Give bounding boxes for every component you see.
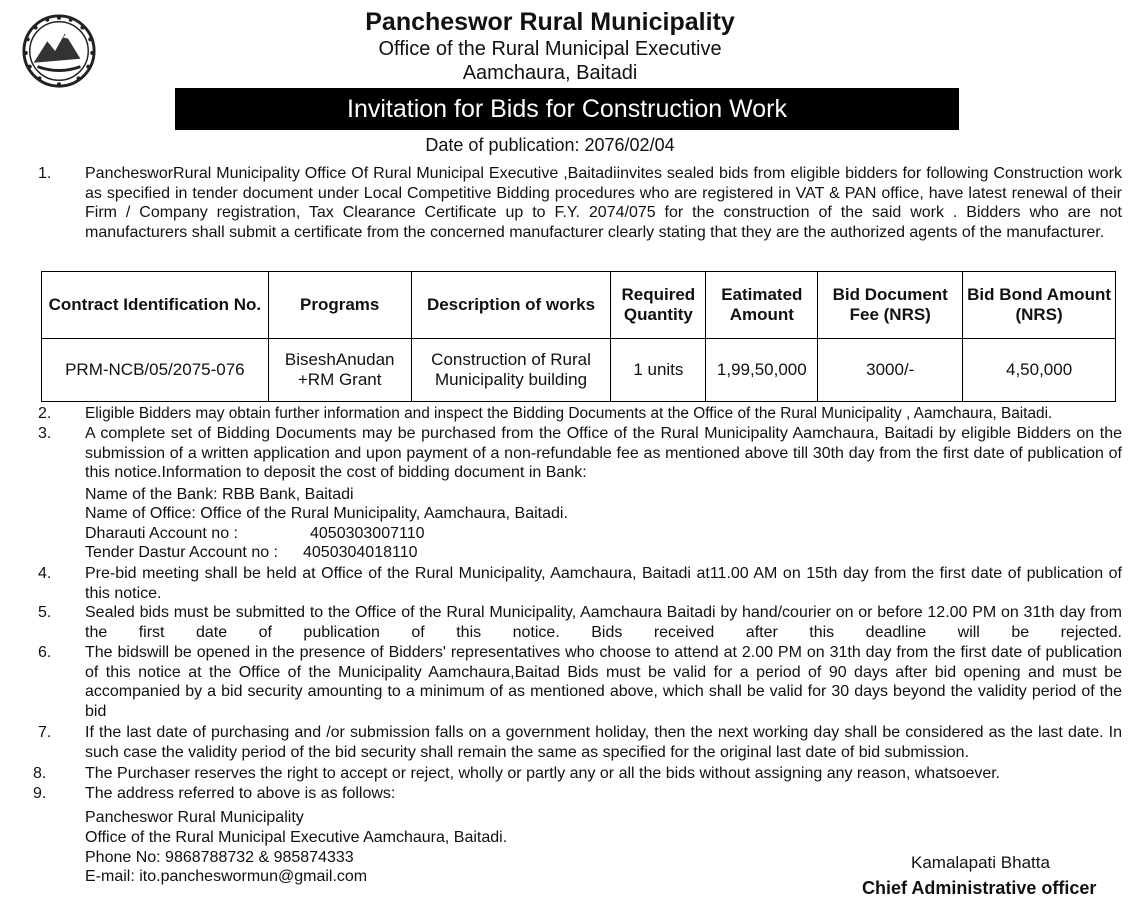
col-header-description: Description of works bbox=[411, 272, 611, 339]
signatory-title: Chief Administrative officer bbox=[862, 878, 1097, 898]
item-text: Sealed bids must be submitted to the Office of the Rural Municipality, Aamchaura Baitadi by hand/courier on or before 12.00 PM on 31th day from the first date of publication of this notice. Bids received after this deadline will be rejected. bbox=[85, 604, 1122, 641]
col-header-quantity: Required Quantity bbox=[611, 272, 706, 339]
cell-bid-bond: 4,50,000 bbox=[963, 339, 1116, 402]
col-header-contract-id: Contract Identification No. bbox=[42, 272, 269, 339]
item-text: A complete set of Bidding Documents may be purchased from the Office of the Rural Municipality Aamchaura, Baitadi by eligible Bidders on the submission of a written application and upon payment of a non-refundable fee as mentioned above till 30th day from the first date of publication of this notice.Information to deposit the cost of bidding document in Bank: bbox=[85, 425, 1122, 481]
municipality-title: Pancheswor Rural Municipality bbox=[365, 8, 735, 36]
item-text: PanchesworRural Municipality Office Of Rural Municipal Executive ,Baitadiinvites sealed bids from eligible bidders for following Construction work as specified in tender document under Local Competitive Bidding procedures who are registered in VAT & PAN office, have latest renewal of their Firm / Company registration, Tax Clearance Certificate up to F.Y. 2074/075 for the construction of the said work . Bidders who are not manufacturers shall submit a certificate from the concerned manufacturer clearly stating that they are the authorized agents of the manufacturer. bbox=[85, 165, 1122, 241]
item-number: 5. bbox=[38, 604, 52, 621]
cell-contract-id: PRM-NCB/05/2075-076 bbox=[42, 339, 269, 402]
signatory-name: Kamalapati Bhatta bbox=[911, 853, 1050, 872]
address-phone: Phone No: 9868788732 & 985874333 bbox=[85, 849, 354, 866]
item-text: Eligible Bidders may obtain further information and inspect the Bidding Documents at the Office of the Rural Municipality , Aamchaura, Baitadi. bbox=[85, 405, 1053, 422]
item-number: 7. bbox=[38, 724, 52, 741]
cell-description: Construction of Rural Municipality building bbox=[411, 339, 611, 402]
item-text: Pre-bid meeting shall be held at Office of the Rural Municipality, Aamchaura, Baitadi at11.00 AM on 15th day from the first date of publication of this notice. bbox=[85, 565, 1122, 602]
dharauti-account-label: Dharauti Account no : bbox=[85, 525, 238, 542]
cell-estimated-amount: 1,99,50,000 bbox=[706, 339, 818, 402]
cell-bid-doc-fee: 3000/- bbox=[818, 339, 963, 402]
item-text: If the last date of purchasing and /or submission falls on a government holiday, then the next working day shall be considered as the last date. In such case the validity period of the bid security shall remain the same as specified for the original last date of bid submission. bbox=[85, 724, 1122, 761]
address-line-2: Office of the Rural Municipal Executive Aamchaura, Baitadi. bbox=[85, 829, 508, 846]
col-header-estimated-amount: Eatimated Amount bbox=[706, 272, 818, 339]
col-header-programs: Programs bbox=[268, 272, 411, 339]
bank-name: Name of the Bank: RBB Bank, Baitadi bbox=[85, 486, 354, 503]
office-name: Name of Office: Office of the Rural Municipality, Aamchaura, Baitadi. bbox=[85, 505, 568, 522]
cell-quantity: 1 units bbox=[611, 339, 706, 402]
tender-account-value: 4050304018110 bbox=[303, 544, 418, 561]
item-text: The address referred to above is as follows: bbox=[85, 785, 396, 802]
item-number: 6. bbox=[38, 644, 52, 661]
item-number: 1. bbox=[38, 165, 52, 182]
dharauti-account-value: 4050303007110 bbox=[310, 525, 425, 542]
item-number: 3. bbox=[38, 425, 52, 442]
col-header-bid-doc-fee: Bid Document Fee (NRS) bbox=[818, 272, 963, 339]
location-subtitle: Aamchaura, Baitadi bbox=[462, 62, 638, 84]
item-number: 9. bbox=[33, 785, 47, 802]
publication-date: Date of publication: 2076/02/04 bbox=[425, 135, 675, 155]
cell-programs: BiseshAnudan +RM Grant bbox=[268, 339, 411, 402]
tender-account-label: Tender Dastur Account no : bbox=[85, 544, 278, 561]
item-number: 8. bbox=[33, 765, 47, 782]
col-header-bid-bond: Bid Bond Amount (NRS) bbox=[963, 272, 1116, 339]
table-row bbox=[42, 339, 1116, 402]
table-header-row bbox=[42, 272, 1116, 339]
item-number: 4. bbox=[38, 565, 52, 582]
notice-banner: Invitation for Bids for Construction Work bbox=[175, 88, 959, 130]
item-number: 2. bbox=[38, 405, 52, 422]
address-email: E-mail: ito.pancheswormun@gmail.com bbox=[85, 868, 368, 885]
office-subtitle: Office of the Rural Municipal Executive bbox=[378, 38, 722, 60]
item-text: The bidswill be opened in the presence of Bidders' representatives who choose to attend at 2.00 PM on 31th day from the first date of publication of this notice at the Office of the Municipality Aamchaura,Baitad Bids must be valid for a period of 90 days after bid opening and must be accompanied by a bid security amounting to a minimum of as mentioned above, which shall be valid for 30 days beyond the validity period of the bid bbox=[85, 644, 1122, 720]
item-text: The Purchaser reserves the right to accept or reject, wholly or partly any or all the bids without assigning any reason, whatsoever. bbox=[85, 765, 1001, 782]
address-line-1: Pancheswor Rural Municipality bbox=[85, 809, 304, 826]
bid-table bbox=[41, 271, 1116, 402]
